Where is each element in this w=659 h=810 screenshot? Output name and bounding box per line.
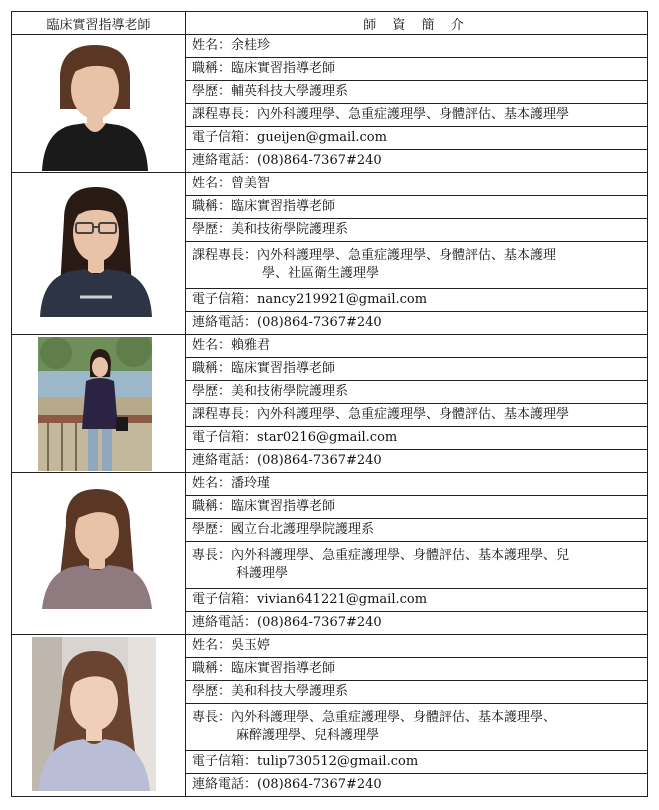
edu-label: 學歷： (192, 84, 232, 99)
email-label: 電子信箱： (192, 130, 258, 145)
teacher-1-photo (36, 39, 154, 171)
teacher-4-name-row (12, 473, 648, 496)
teacher-1-photo-cell (12, 35, 186, 173)
teacher-1-title (186, 58, 648, 81)
name-value: 曾美智 (231, 176, 271, 191)
title-label: 職稱： (192, 661, 232, 676)
phone-label: 連絡電話： (192, 615, 258, 630)
phone-value: (08)864-7367#240 (257, 777, 382, 792)
edu-value: 美和科技大學護理系 (231, 684, 349, 699)
phone-value: (08)864-7367#240 (257, 153, 382, 168)
teacher-3-photo-cell (12, 335, 186, 473)
email-link[interactable]: nancy219921@gmail.com (257, 292, 428, 307)
teacher-4-photo (42, 481, 152, 609)
name-label: 姓名： (192, 638, 232, 653)
teacher-table (11, 11, 648, 797)
email-label: 電子信箱： (192, 592, 258, 607)
title-label: 職稱： (192, 199, 232, 214)
spec-value-line2: 學、社區衛生護理學 (262, 266, 380, 281)
phone-value: (08)864-7367#240 (257, 315, 382, 330)
spec-label: 課程專長： (192, 107, 258, 122)
header-row (12, 12, 648, 35)
spec-label: 課程專長： (192, 248, 258, 263)
teacher-4-photo-cell (12, 473, 186, 635)
email-label: 電子信箱： (192, 292, 258, 307)
teacher-3-specialty (186, 404, 648, 427)
email-link[interactable]: gueijen@gmail.com (257, 130, 387, 145)
teacher-1-name (186, 35, 648, 58)
teacher-1-email (186, 127, 648, 150)
teacher-5-photo-cell (12, 635, 186, 797)
edu-value: 輔英科技大學護理系 (231, 84, 349, 99)
teacher-1-name-row (12, 35, 648, 58)
spec-value-line1: 內外科護理學、急重症護理學、身體評估、基本護理學、 (231, 710, 557, 725)
name-label: 姓名： (192, 176, 232, 191)
teacher-5-name-row (12, 635, 648, 658)
email-link[interactable]: star0216@gmail.com (257, 430, 398, 445)
teacher-2-education (186, 219, 648, 242)
title-value: 臨床實習指導老師 (231, 661, 336, 676)
teacher-3-name (186, 335, 648, 358)
teacher-3-name-row (12, 335, 648, 358)
name-label: 姓名： (192, 476, 232, 491)
teacher-2-email (186, 289, 648, 312)
spec-value-line2: 科護理學 (236, 566, 289, 581)
teacher-4-education (186, 519, 648, 542)
edu-value: 美和技術學院護理系 (231, 222, 349, 237)
phone-label: 連絡電話： (192, 777, 258, 792)
edu-label: 學歷： (192, 522, 232, 537)
spec-value: 內外科護理學、急重症護理學、身體評估、基本護理學 (257, 107, 570, 122)
teacher-5-email (186, 751, 648, 774)
teacher-2-photo (36, 179, 156, 317)
teacher-2-title (186, 196, 648, 219)
teacher-5-name (186, 635, 648, 658)
teacher-3-email (186, 427, 648, 450)
title-value: 臨床實習指導老師 (231, 361, 336, 376)
name-value: 吳玉婷 (231, 638, 271, 653)
spec-value: 內外科護理學、急重症護理學、身體評估、基本護理學 (257, 407, 570, 422)
teacher-3-education (186, 381, 648, 404)
email-link[interactable]: tulip730512@gmail.com (257, 754, 419, 769)
teacher-2-name (186, 173, 648, 196)
teacher-4-title (186, 496, 648, 519)
teacher-5-photo (32, 637, 156, 791)
title-label: 職稱： (192, 361, 232, 376)
teacher-1-education (186, 81, 648, 104)
phone-label: 連絡電話： (192, 153, 258, 168)
email-label: 電子信箱： (192, 430, 258, 445)
spec-label: 專長： (192, 548, 232, 563)
edu-value: 美和技術學院護理系 (231, 384, 349, 399)
phone-label: 連絡電話： (192, 315, 258, 330)
header-left: 臨床實習指導老師 (12, 12, 186, 35)
teacher-1-phone (186, 150, 648, 173)
phone-value: (08)864-7367#240 (257, 453, 382, 468)
name-label: 姓名： (192, 338, 232, 353)
title-value: 臨床實習指導老師 (231, 499, 336, 514)
edu-label: 學歷： (192, 684, 232, 699)
teacher-5-specialty (186, 704, 648, 751)
teacher-3-title (186, 358, 648, 381)
teacher-2-specialty (186, 242, 648, 289)
name-value: 余桂珍 (231, 38, 271, 53)
teacher-1-specialty (186, 104, 648, 127)
title-label: 職稱： (192, 499, 232, 514)
teacher-2-name-row (12, 173, 648, 196)
spec-label: 專長： (192, 710, 232, 725)
spec-value-line1: 內外科護理學、急重症護理學、身體評估、基本護理 (257, 248, 557, 263)
teacher-4-specialty (186, 542, 648, 589)
teacher-5-phone (186, 774, 648, 797)
spec-value-line1: 內外科護理學、急重症護理學、身體評估、基本護理學、兒 (231, 548, 570, 563)
spec-label: 課程專長： (192, 407, 258, 422)
teacher-3-phone (186, 450, 648, 473)
name-label: 姓名： (192, 38, 232, 53)
teacher-4-phone (186, 612, 648, 635)
name-value: 潘玲瑾 (231, 476, 271, 491)
phone-value: (08)864-7367#240 (257, 615, 382, 630)
edu-label: 學歷： (192, 222, 232, 237)
header-right: 師 資 簡 介 (186, 12, 648, 35)
edu-label: 學歷： (192, 384, 232, 399)
title-value: 臨床實習指導老師 (231, 199, 336, 214)
email-label: 電子信箱： (192, 754, 258, 769)
teacher-4-name (186, 473, 648, 496)
teacher-5-education (186, 681, 648, 704)
teacher-5-title (186, 658, 648, 681)
teacher-4-email (186, 589, 648, 612)
name-value: 賴雅君 (231, 338, 271, 353)
teacher-2-photo-cell (12, 173, 186, 335)
phone-label: 連絡電話： (192, 453, 258, 468)
title-label: 職稱： (192, 61, 232, 76)
title-value: 臨床實習指導老師 (231, 61, 336, 76)
teacher-3-photo (38, 337, 152, 471)
edu-value: 國立台北護理學院護理系 (231, 522, 375, 537)
email-link[interactable]: vivian641221@gmail.com (257, 592, 428, 607)
teacher-2-phone (186, 312, 648, 335)
spec-value-line2: 麻醉護理學、兒科護理學 (236, 728, 380, 743)
